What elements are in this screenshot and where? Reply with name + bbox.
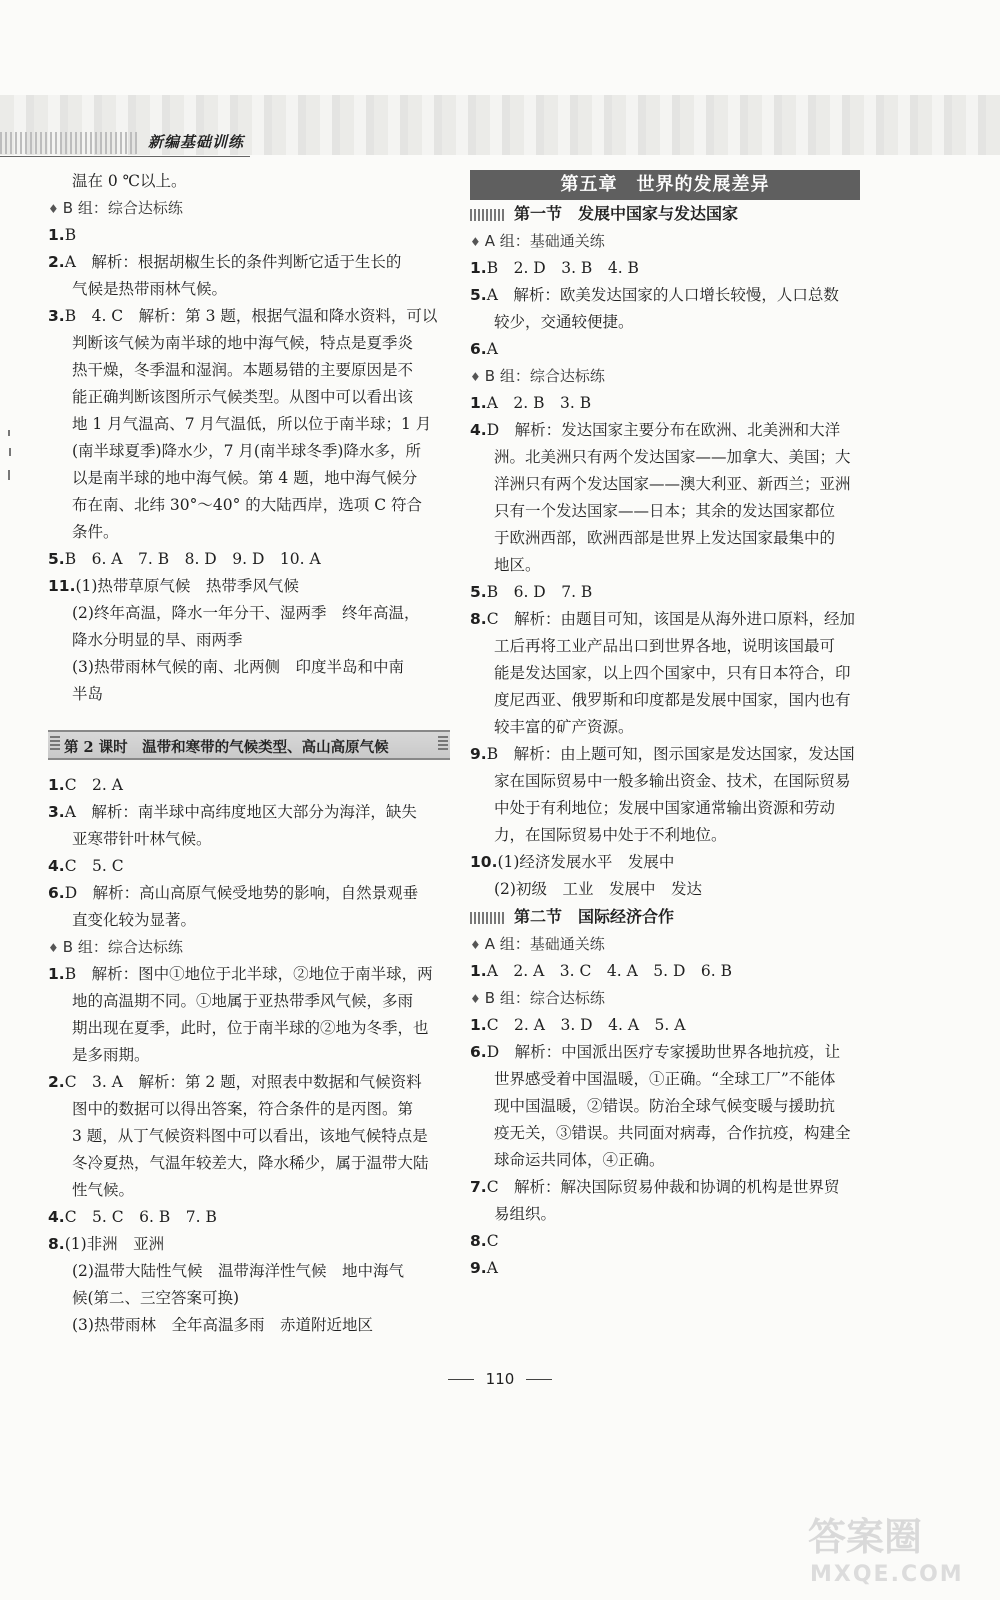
answer-line (470, 1228, 864, 1255)
answer-line (48, 988, 456, 1015)
answer-text: (2)初级 工业 发展中 发达 (494, 880, 702, 898)
answer-text: A (486, 340, 498, 358)
answer-line (470, 822, 864, 849)
answer-line (48, 600, 456, 627)
answer-line (48, 907, 456, 934)
answer-text: 候(第二、三空答案可换) (72, 1289, 240, 1307)
answer-text: (南半球夏季)降水少，7 月(南半球冬季)降水多，所 (72, 442, 421, 460)
answer-line (470, 336, 864, 363)
answer-line (470, 552, 864, 579)
diamond-icon: ♦ (470, 938, 481, 952)
answer-line (48, 222, 456, 249)
answer-line (48, 573, 456, 600)
answer-line (48, 1042, 456, 1069)
section-heading (470, 200, 864, 228)
question-number: 6. (48, 884, 65, 902)
answer-text: 布在南、北纬 30°～40° 的大陆西岸，选项 C 符合 (72, 496, 423, 514)
section-heading-text: 第一节 发展中国家与发达国家 (514, 204, 739, 223)
diamond-icon: ♦ (48, 202, 59, 216)
question-number: 8. (48, 1235, 65, 1253)
answer-text: 判断该气候为南半球的地中海气候，特点是夏季炎 (72, 334, 414, 352)
section-hatch-icon (470, 209, 506, 221)
answer-line (470, 795, 864, 822)
answer-line (470, 1201, 864, 1228)
group-heading-text: B 组：综合达标练 (484, 989, 605, 1007)
answer-text: B 解析：由上题可知，图示国家是发达国家，发达国 (486, 745, 855, 763)
page-number-text: 110 (485, 1370, 515, 1388)
answer-line (48, 438, 456, 465)
answer-line (470, 714, 864, 741)
answer-line (470, 309, 864, 336)
book-title: 新编基础训练 (148, 133, 245, 151)
answer-line (470, 1012, 864, 1039)
answer-line (470, 1174, 864, 1201)
question-number: 4. (470, 421, 487, 439)
answer-text: C 5. C (64, 857, 124, 875)
answer-text: (1)热带草原气候 热带季风气候 (75, 577, 299, 595)
question-number: 6. (470, 1043, 487, 1061)
chapter-banner: 第五章 世界的发展差异 (470, 170, 860, 200)
answer-text: 洋洲只有两个发达国家——澳大利亚、新西兰；亚洲 (494, 475, 851, 493)
answer-line (470, 768, 864, 795)
answer-line (48, 1123, 456, 1150)
answer-text: 冬冷夏热，气温年较差大，降水稀少，属于温带大陆 (72, 1154, 429, 1172)
answer-line (48, 1015, 456, 1042)
answer-line (48, 492, 456, 519)
answer-text: D 解析：中国派出医疗专家援助世界各地抗疫，让 (486, 1043, 841, 1061)
answer-text: 条件。 (72, 523, 119, 541)
group-heading-text: B 组：综合达标练 (62, 938, 183, 956)
diamond-icon: ♦ (470, 370, 481, 384)
answer-text: C (486, 1232, 499, 1250)
answer-line (48, 681, 456, 708)
answer-text: 热干燥，冬季温和湿润。本题易错的主要原因是不 (72, 361, 414, 379)
answer-line (470, 606, 864, 633)
answer-line (470, 958, 864, 985)
question-number: 8. (470, 1232, 487, 1250)
answer-text: 现中国温暖，②错误。防治全球气候变暖与援助抗 (494, 1097, 836, 1115)
answer-line (470, 525, 864, 552)
question-number: 8. (470, 610, 487, 628)
answer-line (470, 741, 864, 768)
answer-line (470, 1093, 864, 1120)
answer-line (48, 1231, 456, 1258)
answer-line (470, 849, 864, 876)
answer-text: 期出现在夏季，此时，位于南半球的②地为冬季，也 (72, 1019, 429, 1037)
answer-line (470, 255, 864, 282)
lesson-banner-text: 第 2 课时 温带和寒带的气候类型、高山高原气候 (64, 739, 389, 756)
answer-line (48, 961, 456, 988)
question-number: 5. (470, 583, 487, 601)
answer-line (48, 249, 456, 276)
answer-text: A (486, 1259, 498, 1277)
answer-text: (1)经济发展水平 发展中 (497, 853, 675, 871)
answer-text: 地区。 (494, 556, 541, 574)
question-number: 4. (48, 857, 65, 875)
answer-text: 家在国际贸易中一般多输出资金、技术，在国际贸易 (494, 772, 851, 790)
question-number: 3. (48, 307, 65, 325)
answer-text: 中处于有利地位；发展中国家通常输出资源和劳动 (494, 799, 836, 817)
answer-text: B 4. C 解析：第 3 题，根据气温和降水资料，可以 (64, 307, 438, 325)
answer-text: A 解析：根据胡椒生长的条件判断它适于生长的 (64, 253, 402, 271)
answer-text: C 2. A (64, 776, 123, 794)
answer-text: 图中的数据可以得出答案，符合条件的是丙图。第 (72, 1100, 414, 1118)
answer-text: (1)非洲 亚洲 (64, 1235, 165, 1253)
lesson-banner (48, 730, 450, 760)
question-number: 7. (470, 1178, 487, 1196)
answer-line (48, 627, 456, 654)
answer-text: 地的高温期不同。①地属于亚热带季风气候，多雨 (72, 992, 414, 1010)
group-heading (470, 931, 864, 958)
answer-line (48, 519, 456, 546)
answer-text: 较少，交通较便捷。 (494, 313, 634, 331)
question-number: 1. (470, 1016, 487, 1034)
group-heading (48, 934, 456, 961)
question-number: 2. (48, 253, 65, 271)
question-number: 1. (470, 259, 487, 277)
answer-line (48, 411, 456, 438)
answer-line (470, 633, 864, 660)
question-number: 1. (470, 962, 487, 980)
watermark-text: MXQE.COM (810, 1562, 964, 1587)
answer-text: 度尼西亚、俄罗斯和印度都是发展中国家，国内也有 (494, 691, 851, 709)
answer-text: D 解析：高山高原气候受地势的影响，自然景观垂 (64, 884, 419, 902)
diamond-icon: ♦ (470, 235, 481, 249)
answer-text: B 2. D 3. B 4. B (486, 259, 639, 277)
answer-text: 洲。北美洲只有两个发达国家——加拿大、美国；大 (494, 448, 851, 466)
group-heading (470, 228, 864, 255)
answer-line (48, 303, 456, 330)
question-number: 1. (48, 776, 65, 794)
group-heading-text: A 组：基础通关练 (484, 935, 605, 953)
answer-line (48, 546, 456, 573)
answer-text: (2)温带大陆性气候 温带海洋性气候 地中海气 (72, 1262, 404, 1280)
answer-text: 以是南半球的地中海气候。第 4 题，地中海气候分 (72, 469, 418, 487)
question-number: 9. (470, 745, 487, 763)
answer-text: (3)热带雨林气候的南、北两侧 印度半岛和中南 (72, 658, 404, 676)
answer-line (470, 471, 864, 498)
answer-line (48, 168, 456, 195)
answer-line (48, 1204, 456, 1231)
answer-line (48, 1258, 456, 1285)
question-number: 1. (470, 394, 487, 412)
answer-line (470, 390, 864, 417)
diamond-icon: ♦ (48, 941, 59, 955)
right-answer-column (470, 168, 864, 1282)
answer-line (48, 465, 456, 492)
answer-text: C 3. A 解析：第 2 题，对照表中数据和气候资料 (64, 1073, 422, 1091)
answer-text: B 6. A 7. B 8. D 9. D 10. A (64, 550, 321, 568)
answer-line (48, 1150, 456, 1177)
question-number: 9. (470, 1259, 487, 1277)
answer-line (470, 1039, 864, 1066)
group-heading-text: B 组：综合达标练 (484, 367, 605, 385)
answer-line (470, 660, 864, 687)
answer-text: B 6. D 7. B (486, 583, 593, 601)
answer-text: (2)终年高温，降水一年分干、湿两季 终年高温， (72, 604, 420, 622)
section-heading (470, 903, 864, 931)
answer-text: 易组织。 (494, 1205, 557, 1223)
answer-text: C 解析：解决国际贸易仲裁和协调的机构是世界贸 (486, 1178, 840, 1196)
answer-text: 球命运共同体，④正确。 (494, 1151, 665, 1169)
answer-text: 3 题，从丁气候资料图中可以看出，该地气候特点是 (72, 1127, 428, 1145)
header-hatch-decoration (0, 132, 140, 154)
watermark-logo-text: 答案圈 (808, 1515, 923, 1559)
answer-text: 较丰富的矿产资源。 (494, 718, 634, 736)
answer-text: D 解析：发达国家主要分布在欧洲、北美洲和大洋 (486, 421, 841, 439)
answer-line (470, 498, 864, 525)
answer-line (470, 1120, 864, 1147)
section-heading-text: 第二节 国际经济合作 (514, 907, 675, 926)
question-number: 5. (48, 550, 65, 568)
answer-text: 能正确判断该图所示气候类型。从图中可以看出该 (72, 388, 414, 406)
answer-line (48, 853, 456, 880)
answer-line (48, 276, 456, 303)
answer-line (470, 1066, 864, 1093)
answer-text: (3)热带雨林 全年高温多雨 赤道附近地区 (72, 1316, 373, 1334)
answer-line (48, 384, 456, 411)
question-number: 6. (470, 340, 487, 358)
group-heading (48, 195, 456, 222)
answer-line (48, 1312, 456, 1339)
question-number: 10. (470, 853, 498, 871)
question-number: 1. (48, 226, 65, 244)
answer-line (470, 1147, 864, 1174)
answer-text: B 解析：图中①地位于北半球，②地位于南半球，两 (64, 965, 433, 983)
left-answer-column (48, 168, 456, 1339)
answer-text: A 解析：南半球中高纬度地区大部分为海洋，缺失 (64, 803, 417, 821)
answer-line (470, 1255, 864, 1282)
answer-text: 力，在国际贸易中处于不利地位。 (494, 826, 727, 844)
answer-line (48, 1285, 456, 1312)
answer-text: 降水分明显的旱、雨两季 (72, 631, 243, 649)
answer-line (48, 880, 456, 907)
answer-line (470, 444, 864, 471)
answer-text: 是多雨期。 (72, 1046, 150, 1064)
answer-line (470, 687, 864, 714)
group-heading (470, 363, 864, 390)
answer-text: 气候是热带雨林气候。 (72, 280, 228, 298)
answer-text: 工后再将工业产品出口到世界各地，说明该国最可 (494, 637, 836, 655)
group-heading-text: B 组：综合达标练 (62, 199, 183, 217)
answer-line (48, 1069, 456, 1096)
answer-text: A 2. B 3. B (486, 394, 592, 412)
answer-line (470, 282, 864, 309)
group-heading-text: A 组：基础通关练 (484, 232, 605, 250)
answer-line (470, 876, 864, 903)
answer-text: C 解析：由题目可知，该国是从海外进口原料，经加 (486, 610, 856, 628)
question-number: 4. (48, 1208, 65, 1226)
answer-text: 疫无关，③错误。共同面对病毒，合作抗疫，构建全 (494, 1124, 851, 1142)
answer-text: 性气候。 (72, 1181, 135, 1199)
header-rule (0, 156, 250, 157)
answer-text: 亚寒带针叶林气候。 (72, 830, 212, 848)
question-number: 3. (48, 803, 65, 821)
diamond-icon: ♦ (470, 992, 481, 1006)
answer-text: 于欧洲西部，欧洲西部是世界上发达国家最集中的 (494, 529, 836, 547)
answer-line (470, 579, 864, 606)
binding-margin-marks (6, 430, 14, 490)
question-number: 5. (470, 286, 487, 304)
answer-line (48, 1096, 456, 1123)
answer-text: 温在 0 ℃以上。 (72, 172, 187, 190)
page-number-dash-left (448, 1379, 474, 1380)
answer-line (48, 330, 456, 357)
answer-line (470, 417, 864, 444)
answer-line (48, 799, 456, 826)
answer-text: 地 1 月气温高、7 月气温低，所以位于南半球；1 月 (72, 415, 432, 433)
answer-text: 半岛 (72, 685, 104, 703)
question-number: 1. (48, 965, 65, 983)
page-number (0, 1370, 1000, 1388)
answer-line (48, 826, 456, 853)
answer-text: A 2. A 3. C 4. A 5. D 6. B (486, 962, 733, 980)
answer-text: C 5. C 6. B 7. B (64, 1208, 217, 1226)
answer-line (48, 357, 456, 384)
question-number: 2. (48, 1073, 65, 1091)
section-hatch-icon (470, 912, 506, 924)
answer-text: 只有一个发达国家——日本；其余的发达国家都位 (494, 502, 836, 520)
answer-text: 能是发达国家，以上四个国家中，只有日本符合，印 (494, 664, 851, 682)
question-number: 11. (48, 577, 76, 595)
answer-text: C 2. A 3. D 4. A 5. A (486, 1016, 686, 1034)
answer-line (48, 1177, 456, 1204)
answer-text: 世界感受着中国温暖，①正确。“全球工厂”不能体 (494, 1070, 836, 1088)
right-answer-lines (470, 200, 864, 1282)
answer-line (48, 654, 456, 681)
answer-text: B (64, 226, 77, 244)
page-number-dash-right (526, 1379, 552, 1380)
answer-text: A 解析：欧美发达国家的人口增长较慢，人口总数 (486, 286, 839, 304)
answer-text: 直变化较为显著。 (72, 911, 197, 929)
group-heading (470, 985, 864, 1012)
answer-line (48, 772, 456, 799)
